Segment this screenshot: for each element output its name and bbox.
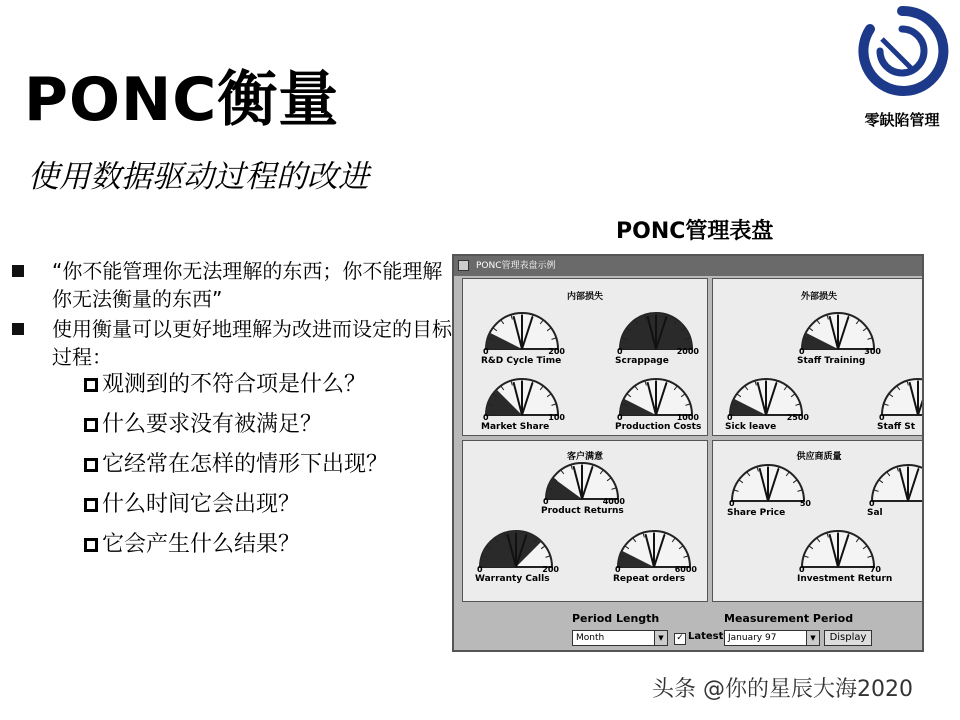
gauge <box>863 457 924 519</box>
page-subtitle: 使用数据驱动过程的改进 <box>28 159 369 195</box>
logo-icon <box>852 5 952 109</box>
period-length-value: Month <box>576 633 605 643</box>
gauge-min: 0 <box>799 347 805 356</box>
dashboard-titlebar <box>454 256 922 276</box>
logo <box>852 5 952 135</box>
gauge <box>793 305 883 367</box>
question-item <box>84 372 464 412</box>
question-text: 观测到的不符合项是什么？ <box>102 372 367 397</box>
bullet-list <box>12 257 452 373</box>
gauge-label: Share Price <box>727 508 786 518</box>
gauge-dial <box>793 305 883 351</box>
dashboard-heading: PONC管理表盘 <box>616 219 774 244</box>
question-item <box>84 412 464 452</box>
measurement-period-label: Measurement Period <box>724 612 854 625</box>
gauge-min: 0 <box>543 497 549 506</box>
gauge-label: Staff St <box>877 422 916 432</box>
gauge-label: Scrappage <box>615 356 669 366</box>
checkbox-icon <box>84 498 98 512</box>
gauge-label: Product Returns <box>541 506 624 516</box>
gauge-min: 0 <box>727 413 733 422</box>
gauge-min: 0 <box>617 347 623 356</box>
gauge-min: 0 <box>615 565 621 574</box>
checkbox-icon <box>84 538 98 552</box>
gauge-dial <box>873 371 924 417</box>
gauge-label: Sick leave <box>725 422 777 432</box>
gauge-max: 4000 <box>602 497 625 506</box>
bullet-square-icon <box>12 323 24 335</box>
quadrant-title: 外部损失 <box>800 292 837 302</box>
window-menu-icon[interactable] <box>458 260 469 271</box>
measurement-period-value: January 97 <box>728 633 777 643</box>
gauge-min: 0 <box>729 499 735 508</box>
gauge <box>721 371 811 433</box>
chevron-down-icon[interactable]: ▼ <box>806 631 819 645</box>
watermark: 头条 @你的星辰大海2020 <box>652 677 913 702</box>
quadrant-supplier-quality <box>712 440 924 602</box>
gauge <box>477 305 567 367</box>
quadrant-title: 内部损失 <box>566 292 603 302</box>
gauge-label: R&D Cycle Time <box>481 356 562 366</box>
gauge-max: 300 <box>864 347 881 356</box>
gauge-label: Warranty Calls <box>475 574 550 584</box>
gauge <box>537 455 627 517</box>
dashboard-window <box>452 254 924 652</box>
gauge-dial <box>537 455 627 501</box>
gauge-label: Staff Training <box>797 356 866 366</box>
gauge-dial <box>609 523 699 569</box>
checkbox-icon <box>84 458 98 472</box>
gauge-max: 6000 <box>674 565 697 574</box>
gauge-min: 0 <box>483 347 489 356</box>
gauge-max: 70 <box>869 565 881 574</box>
gauge-dial <box>471 523 561 569</box>
gauge <box>609 523 699 585</box>
gauge-dial <box>611 305 701 351</box>
bullet-text: 使用衡量可以更好地理解为改进而设定的目标过程： <box>52 317 452 369</box>
gauge-dial <box>863 457 924 503</box>
chevron-down-icon[interactable]: ▼ <box>654 631 667 645</box>
gauge-max: 200 <box>548 347 565 356</box>
question-item <box>84 532 464 572</box>
period-length-select[interactable] <box>572 630 668 646</box>
checkbox-icon <box>84 418 98 432</box>
gauge <box>477 371 567 433</box>
logo-text: 零缺陷管理 <box>864 111 940 129</box>
gauge-min: 0 <box>799 565 805 574</box>
gauge-min: 0 <box>617 413 623 422</box>
gauge-label: Production Costs <box>615 422 702 432</box>
gauge-dial <box>611 371 701 417</box>
gauge-min: 0 <box>477 565 483 574</box>
gauge <box>873 371 924 433</box>
gauge-max: 1000 <box>676 413 699 422</box>
bullet-item <box>12 315 452 371</box>
bullet-text: “你不能管理你无法理解的东西；你不能理解你无法衡量的东西” <box>52 259 443 311</box>
gauge <box>793 523 893 585</box>
gauge <box>611 305 701 367</box>
quadrant-customer-satisfaction <box>462 440 708 602</box>
quadrant-external-loss <box>712 278 924 436</box>
gauge-dial <box>793 523 883 569</box>
display-button[interactable]: Display <box>824 630 872 646</box>
page-title: PONC衡量 <box>24 65 340 135</box>
gauge-dial <box>723 457 813 503</box>
gauge <box>471 523 561 585</box>
latest-checkbox[interactable]: ✓ <box>674 633 686 645</box>
gauge-max: 2000 <box>676 347 699 356</box>
checkbox-icon <box>84 378 98 392</box>
gauge-min: 0 <box>879 413 885 422</box>
gauge-dial <box>477 305 567 351</box>
bullet-square-icon <box>12 265 24 277</box>
gauge <box>723 457 813 519</box>
dashboard-window-title: PONC管理表盘示例 <box>476 261 556 271</box>
gauge-min: 0 <box>483 413 489 422</box>
quadrant-title: 客户满意 <box>566 452 603 462</box>
question-text: 它会产生什么结果？ <box>102 532 301 557</box>
gauge-max: 2500 <box>786 413 809 422</box>
question-text: 什么要求没有被满足？ <box>102 412 323 437</box>
gauge-label: Market Share <box>481 422 550 432</box>
question-list <box>84 372 464 572</box>
gauge-label: Sal <box>867 508 883 518</box>
quadrant-internal-loss <box>462 278 708 436</box>
gauge <box>611 371 701 433</box>
question-text: 它经常在怎样的情形下出现？ <box>102 452 389 477</box>
gauge-label: Repeat orders <box>613 574 686 584</box>
period-length-label: Period Length <box>572 612 660 625</box>
gauge-dial <box>721 371 811 417</box>
question-text: 什么时间它会出现？ <box>102 492 301 517</box>
bullet-item <box>12 257 452 313</box>
gauge-max: 100 <box>548 413 565 422</box>
quadrant-title: 供应商质量 <box>796 452 842 462</box>
gauge-label: Investment Return <box>797 574 893 584</box>
question-item <box>84 492 464 532</box>
measurement-period-select[interactable] <box>724 630 820 646</box>
gauge-min: 0 <box>869 499 875 508</box>
question-item <box>84 452 464 492</box>
gauge-max: 200 <box>542 565 559 574</box>
gauge-max: 50 <box>799 499 811 508</box>
gauge-dial <box>477 371 567 417</box>
latest-label: Latest <box>688 631 724 642</box>
